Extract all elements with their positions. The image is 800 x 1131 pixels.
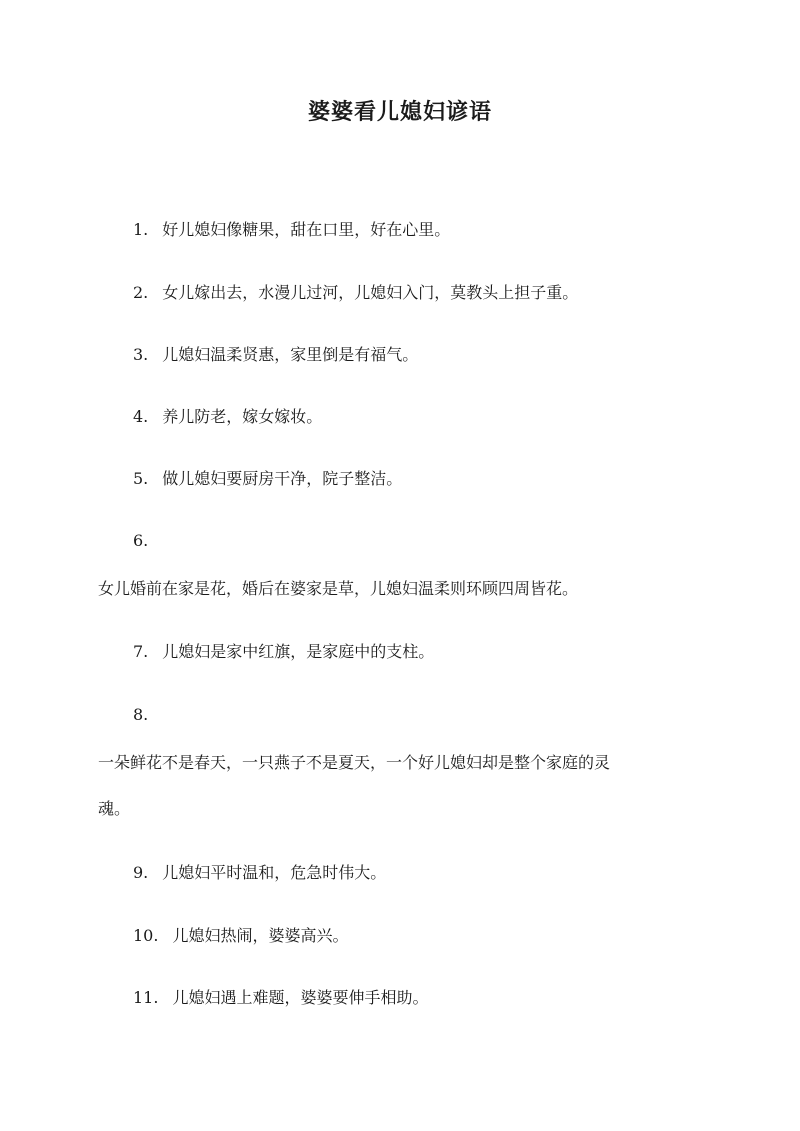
item-number: 7. (133, 642, 149, 661)
item-number: 6. (133, 531, 149, 550)
item-number: 11. (133, 988, 159, 1007)
item-text: 儿媳妇温柔贤惠，家里倒是有福气。 (162, 345, 419, 364)
item-text: 做儿媳妇要厨房干净，院子整洁。 (162, 469, 403, 488)
item-text: 儿媳妇平时温和，危急时伟大。 (162, 863, 387, 882)
item-text: 养儿防老，嫁女嫁妆。 (162, 407, 323, 426)
list-item (133, 986, 428, 1010)
list-item (133, 640, 434, 664)
item-text: 儿媳妇遇上难题，婆婆要伸手相助。 (172, 988, 429, 1007)
list-item (133, 343, 418, 367)
item-number: 10. (133, 926, 159, 945)
item-text: 儿媳妇热闹，婆婆高兴。 (172, 926, 349, 945)
item-text: 儿媳妇是家中红旗，是家庭中的支柱。 (162, 642, 435, 661)
item-text-line-2: 魂。 (98, 799, 131, 818)
item-number: 3. (133, 345, 149, 364)
item-number: 2. (133, 283, 149, 302)
item-text: 女儿婚前在家是花，婚后在婆家是草，儿媳妇温柔则环顾四周皆花。 (98, 579, 579, 598)
item-number: 4. (133, 407, 149, 426)
list-item (133, 861, 386, 885)
list-item (133, 467, 402, 491)
list-item (133, 218, 450, 242)
item-number: 1. (133, 220, 149, 239)
item-number: 8. (133, 705, 149, 724)
item-text: 好儿媳妇像糖果，甜在口里，好在心里。 (162, 220, 451, 239)
item-number: 9. (133, 863, 149, 882)
list-item (133, 281, 578, 305)
item-number: 5. (133, 469, 149, 488)
item-text-line-1: 一朵鲜花不是春天，一只燕子不是夏天，一个好儿媳妇却是整个家庭的灵 (98, 753, 611, 772)
list-item (133, 924, 348, 948)
item-text: 女儿嫁出去，水漫儿过河，儿媳妇入门，莫教头上担子重。 (162, 283, 579, 302)
document-title: 婆婆看儿媳妇谚语 (307, 99, 492, 125)
list-item (133, 405, 322, 429)
